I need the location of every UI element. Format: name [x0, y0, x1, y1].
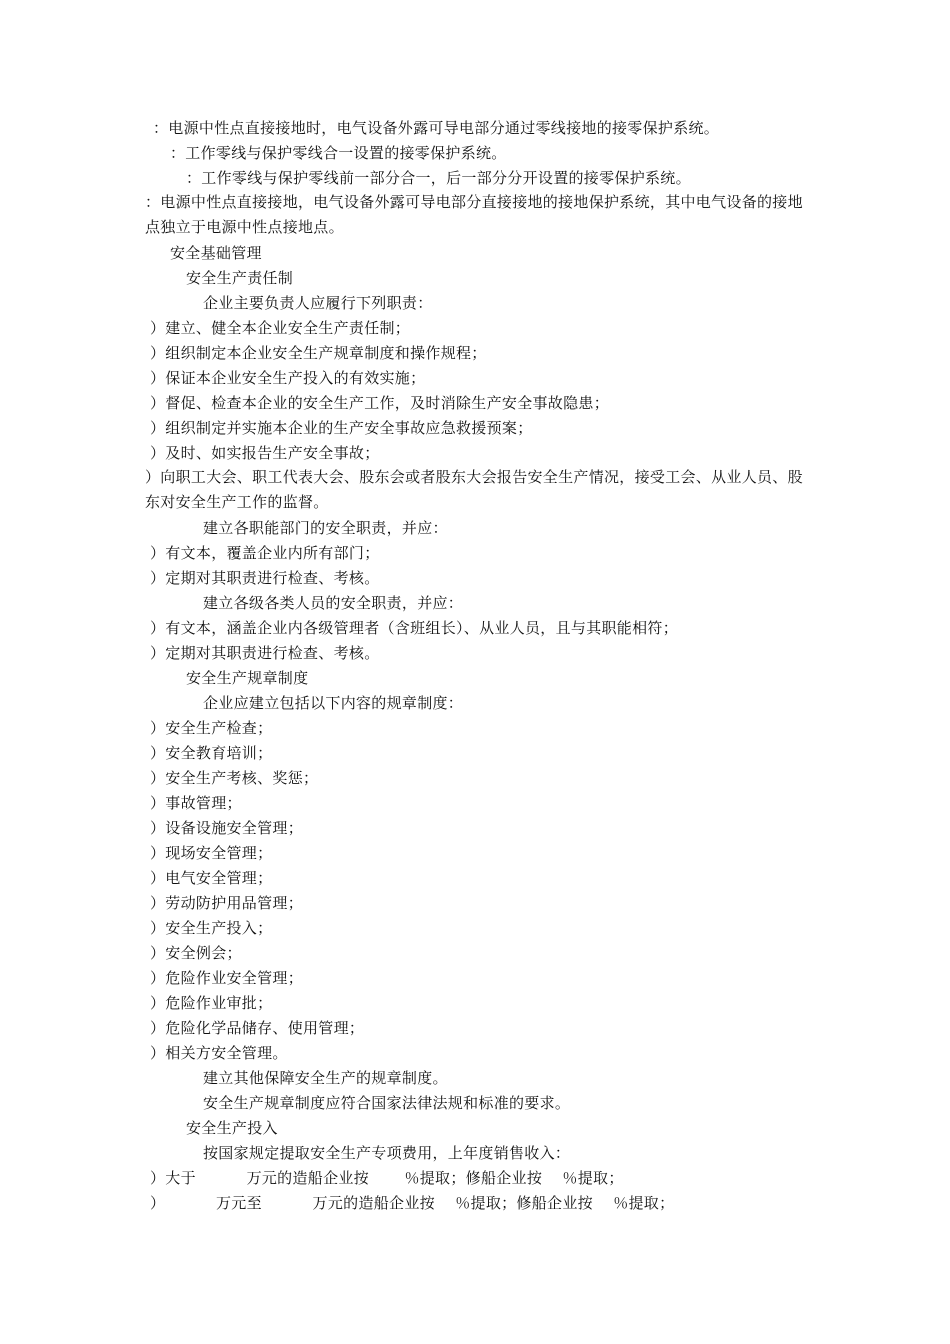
list-item: ）组织制定并实施本企业的生产安全事故应急救援预案；: [150, 419, 533, 437]
list-item: ）安全生产检查；: [150, 719, 273, 737]
list-item: ）督促、检查本企业的安全生产工作，及时消除生产安全事故隐患；: [150, 394, 610, 412]
list-item: ）组织制定本企业安全生产规章制度和操作规程；: [150, 344, 487, 362]
list-item: ）安全例会；: [150, 944, 242, 962]
paragraph-tn-c-s-system: ：工作零线与保护零线前一部分合一，后一部分分开设置的接零保护系统。: [186, 169, 691, 187]
clause-heading: 企业主要负责人应履行下列职责：: [203, 294, 433, 312]
list-item: ）事故管理；: [150, 794, 242, 812]
list-item: ）有文本，涵盖企业内各级管理者（含班组长）、从业人员，且与其职能相符；: [150, 619, 679, 637]
list-item: ）危险作业安全管理；: [150, 969, 304, 987]
list-item: ）安全生产投入；: [150, 919, 273, 937]
clause-heading: 建立各职能部门的安全职责，并应：: [203, 519, 448, 537]
clause-heading: 建立其他保障安全生产的规章制度。: [203, 1069, 448, 1087]
paragraph-tn-c-definition: ：电源中性点直接接地时，电气设备外露可导电部分通过零线接地的接零保护系统。: [153, 119, 720, 137]
list-item: ）电气安全管理；: [150, 869, 273, 887]
list-item: ）向职工大会、职工代表大会、股东会或者股东大会报告安全生产情况，接受工会、从业人员、股东对安全生产工作的监督。: [145, 468, 803, 511]
list-item: ）安全教育培训；: [150, 744, 273, 762]
list-item: ）危险作业审批；: [150, 994, 273, 1012]
paragraph-tn-c-system: ：工作零线与保护零线合一设置的接零保护系统。: [170, 144, 507, 162]
list-item: ）大于 万元的造船企业按 ％提取；修船企业按 ％提取；: [150, 1169, 624, 1187]
list-item: ） 万元至 万元的造船企业按 ％提取；修船企业按 ％提取；: [150, 1194, 675, 1212]
clause-heading: 安全生产规章制度应符合国家法律法规和标准的要求。: [203, 1094, 571, 1112]
list-item: ）建立、健全本企业安全生产责任制；: [150, 319, 411, 337]
clause-heading: 企业应建立包括以下内容的规章制度：: [203, 694, 464, 712]
list-item: ）定期对其职责进行检查、考核。: [150, 569, 380, 587]
subsection-heading: 安全生产责任制: [186, 269, 294, 287]
subsection-heading: 安全生产投入: [186, 1119, 278, 1137]
list-item: ）保证本企业安全生产投入的有效实施；: [150, 369, 426, 387]
list-item: ）相关方安全管理。: [150, 1044, 288, 1062]
paragraph-tt-system: ：电源中性点直接接地，电气设备外露可导电部分直接接地的接地保护系统，其中电气设备的接地点独立于电源中性点接地点。: [145, 193, 803, 236]
list-item: ）现场安全管理；: [150, 844, 273, 862]
clause-heading: 建立各级各类人员的安全职责，并应：: [203, 594, 464, 612]
list-item: ）安全生产考核、奖惩；: [150, 769, 319, 787]
clause-heading: 按国家规定提取安全生产专项费用，上年度销售收入：: [203, 1144, 571, 1162]
list-item: ）设备设施安全管理；: [150, 819, 304, 837]
subsection-heading: 安全生产规章制度: [186, 669, 309, 687]
list-item: ）及时、如实报告生产安全事故；: [150, 444, 380, 462]
list-item: ）劳动防护用品管理；: [150, 894, 304, 912]
list-item: ）有文本，覆盖企业内所有部门；: [150, 544, 380, 562]
list-item: ）定期对其职责进行检查、考核。: [150, 644, 380, 662]
list-item: ）危险化学品储存、使用管理；: [150, 1019, 365, 1037]
section-heading: 安全基础管理: [170, 244, 262, 262]
